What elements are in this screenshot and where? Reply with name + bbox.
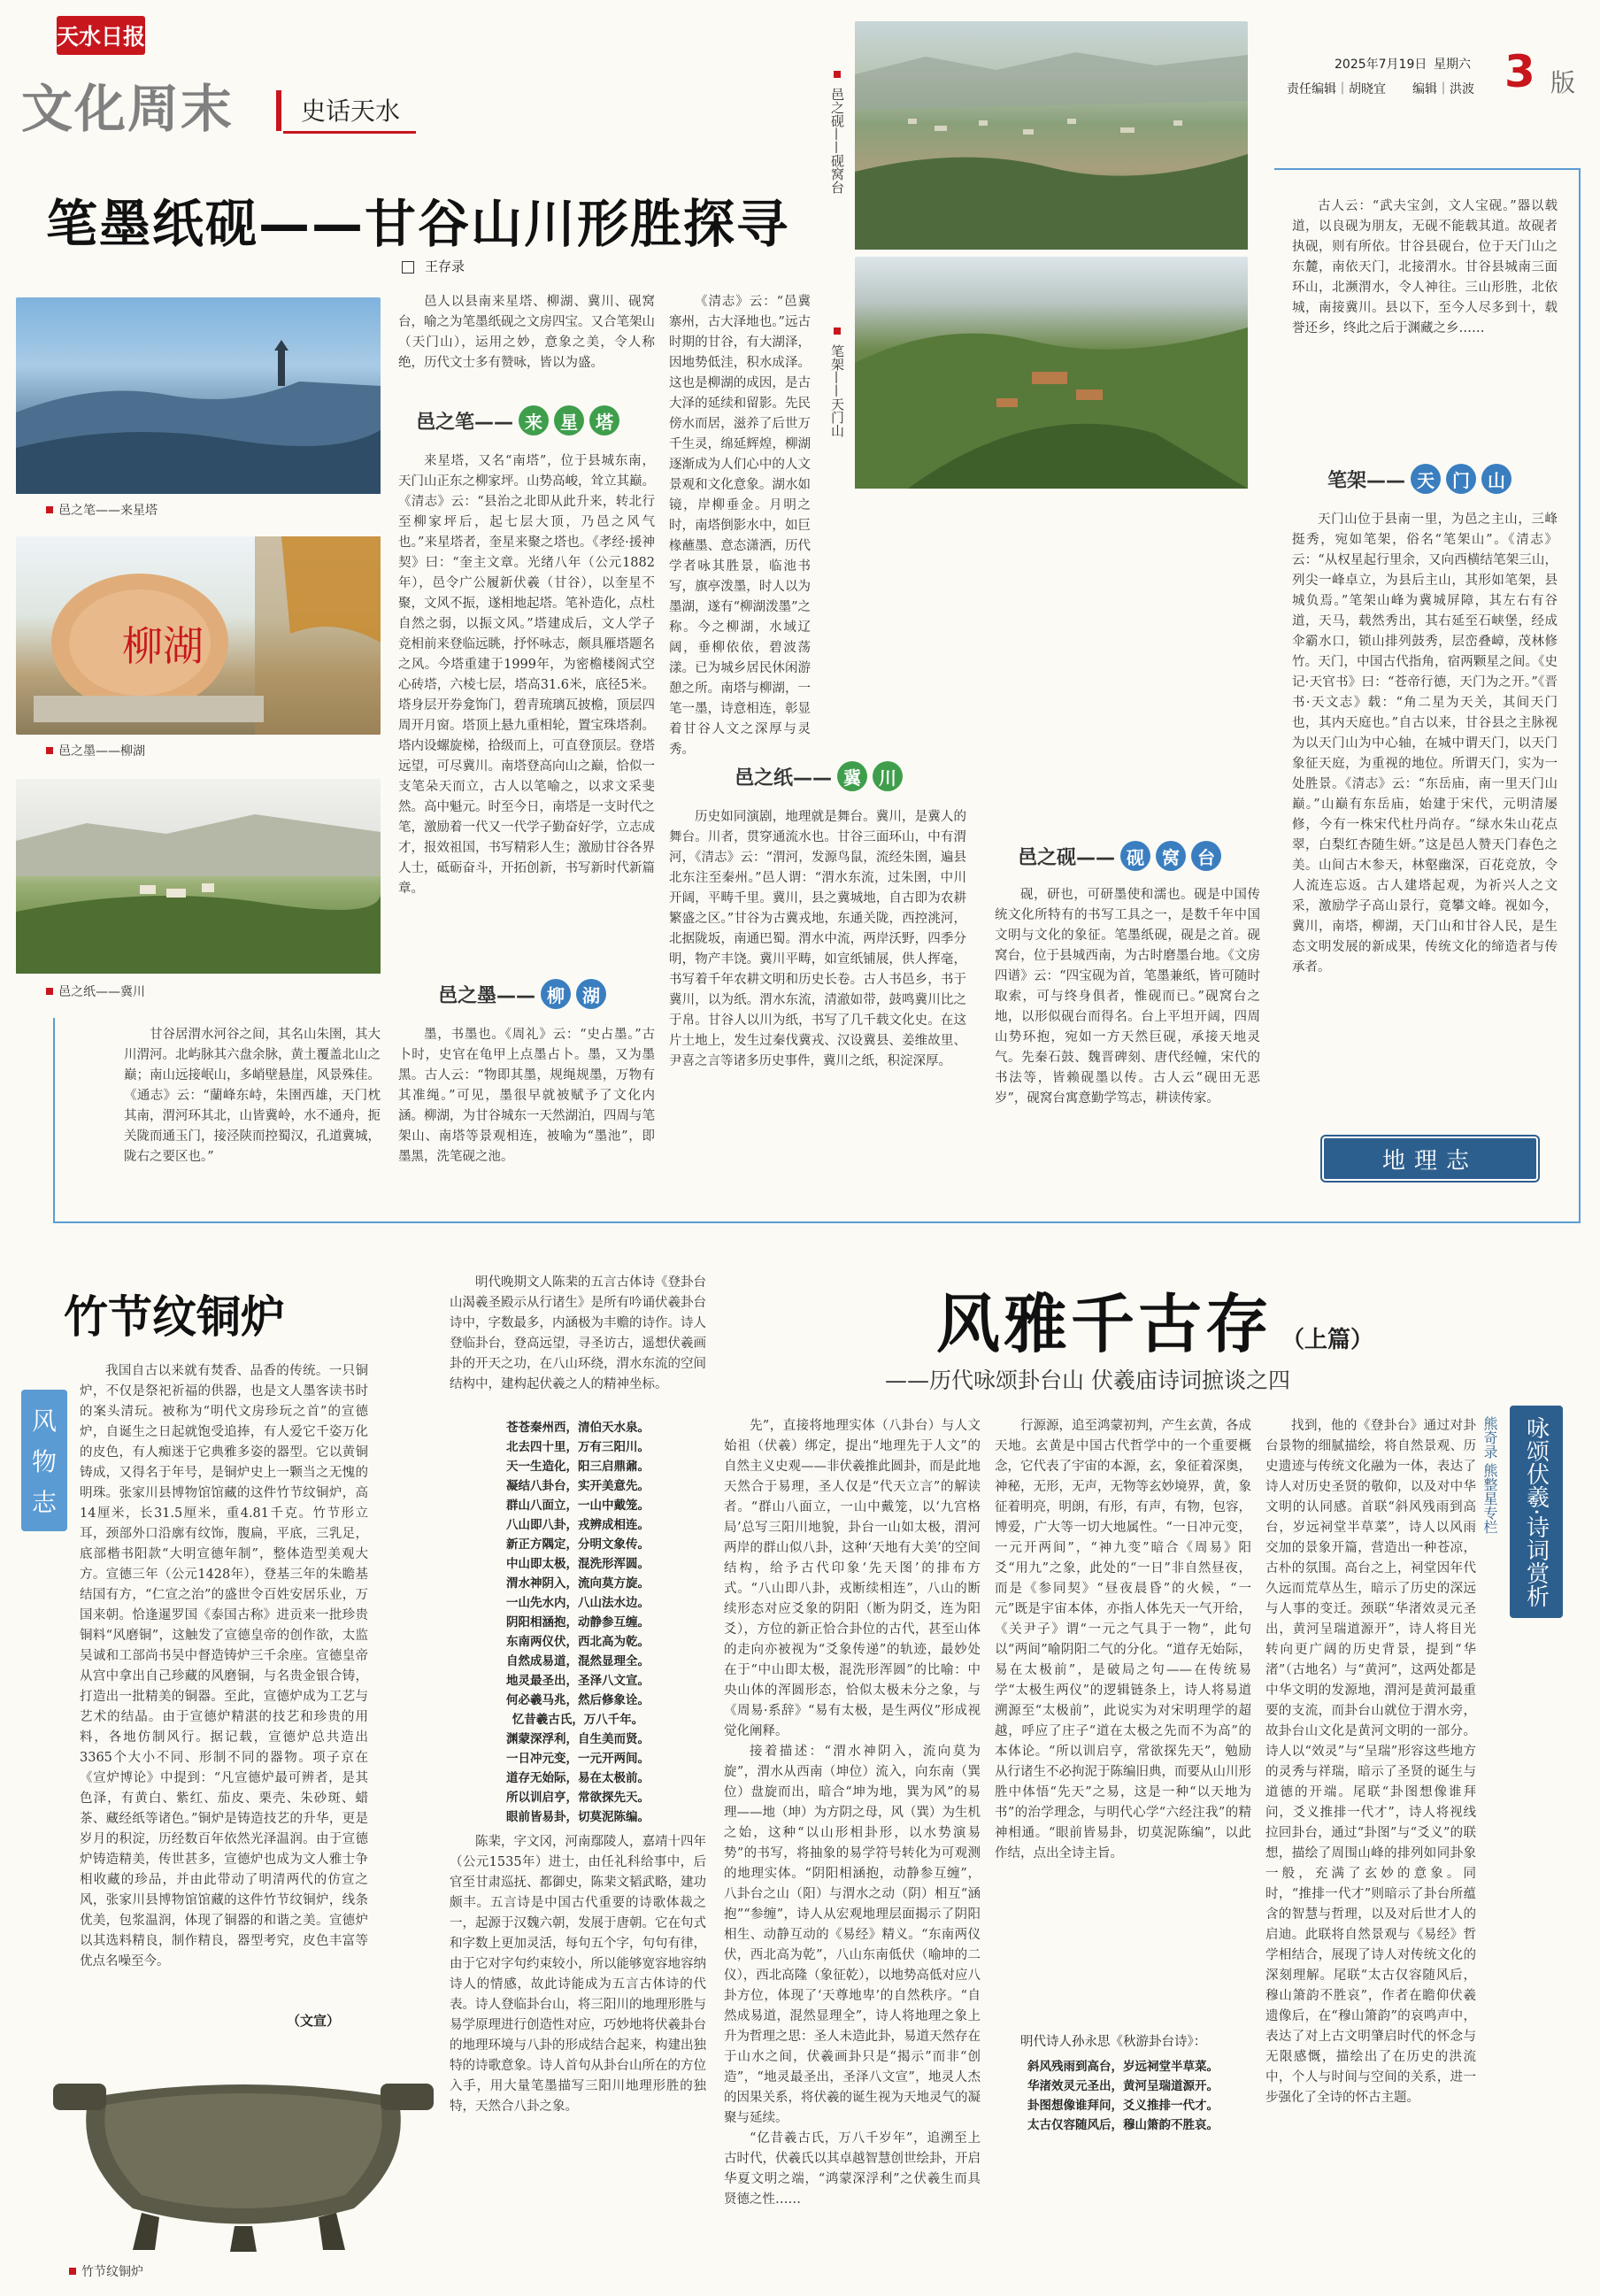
tag-char: 物 [31,1447,57,1476]
sec4-heading [1018,841,1221,871]
sec1-char: 星 [554,405,584,435]
sec5-char: 山 [1481,464,1512,494]
article1-frame-left [53,1018,55,1223]
intro-column [398,292,655,398]
article1-frame-bottom [53,1221,1581,1223]
dilizhi-text: 地理志 [1381,1147,1478,1175]
analysis-col-1 [724,1416,981,2285]
poem-line: 渭水神阴入，流向莫方旋。 [506,1576,650,1591]
poem-line: 北去四十里，万有三阳川。 [506,1440,650,1454]
section-title: 文化周末 [21,79,235,139]
sec5-heading [1327,464,1512,494]
sec2-column [398,1025,655,1191]
analysis-paragraph-1: 先”，直接将地理实体（八卦台）与人文始祖（伏羲）绑定，提出“地理先于人文”的自然主义史观——非伏羲推此圆卦，而是此地天然合于易理，圣人仅是“代天立言”的解读者。“群山八面立，一山中戴笼，以‘九宫格局’总写三阳川地貌，卦台一山如太极，渭河两岸的群山似八卦，这种‘天地有大美’的空间结构，给予古代印象‘先天图’的排布方式。“八山即八卦，戎断续相连”，八山的断续形态对应爻象的阴阳（断为阴爻，连为阳爻），方位的新正恰合卦位的古代，甚至山体的走向亦被视为“爻象传递”的轨迹，最妙处在于“中山即太极，混洗形浑圆”的比喻：中央山体的浑圆形态，恰似太极未分之象，与《周易·系辞》“易有太极，是生两仪”形成视觉化阐释。 [724,1419,981,1738]
caption-marker [46,506,53,513]
caption-liuhu [46,742,145,759]
poem-line: 地灵最圣出，圣泽八文宣。 [506,1674,650,1688]
fengya-title [936,1273,1373,1365]
svg-text:柳湖: 柳湖 [122,622,204,670]
poem-line: 一山先水内，八山法水边。 [506,1596,650,1610]
poem-line: 自然成易道，混然显理全。 [506,1654,650,1668]
author-box [402,261,414,274]
sec1-label: 邑之笔—— [416,411,514,434]
sec5-label: 笔架—— [1327,469,1406,492]
poem2-line: 太古仅容随风后，穆山箫韵不胜哀。 [1027,2118,1219,2132]
article1-author: 王存录 [425,258,465,274]
editor-credit: 责任编辑｜胡晓宜 [1287,82,1386,96]
poem-line: 忆昔羲古氏，万八千年。 [512,1713,644,1727]
analysis-paragraph-5: “亿昔羲古氏，万八千岁年”，追溯至上古时代，伏羲氏以其卓越智慧创世绘卦，开启华夏文明之端，“鸿蒙深浮利”之伏羲生而具贤德之性…… [724,2131,981,2207]
sec4-column [995,885,1260,1191]
page-number: 3 [1504,46,1535,97]
sec2-paragraph: 墨，书墨也。《周礼》云：“史占墨。”古卜时，史官在龟甲上点墨占卜。墨，又为墨黑。古人云：“物即其墨，规绳规墨，万物有其准绳。”可见，墨很早就被赋予了文化内涵。柳湖，为甘谷城东一天然湖泊，四周与笔架山、南塔等景观相连，被喻为“墨池”，即墨黑，洗笔砚之池。 [398,1028,655,1164]
poem-analysis: 陈棐，字文冈，河南鄢陵人，嘉靖十四年（公元1535年）进士，由任礼科给事中，后官至甘肃巡抚、都御史，陈棐文韬武略，建功颇丰。五言诗是中国古代重要的诗歌体裁之一，起源于汉魏六朝，发展于唐朝。它在句式和字数上更加灵活，每句五个字，句句有律，由于它对字句约束较小，所以能够宽容地容纳诗人的情感，故此诗能成为五言古体诗的代表。诗人登临卦台山，将三阳川的地理形胜与易学原理进行创造性对应，巧妙地将伏羲卦台的地理环境与八卦的形成结合起来，构建出独特的诗歌意象。诗人首句从卦台山所在的方位入手，用大量笔墨描写三阳川地理形胜的独特，天然合八卦之象。 [450,1835,706,2114]
paper-logo [57,16,145,55]
fengya-title-main: 风雅千古存 [936,1287,1273,1361]
yongsong-authors: 熊奇录 熊整星专栏 [1481,1416,1498,1535]
fengya-subtitle: ——历代咏颂卦台山 伏羲庙诗词摭谈之四 [885,1368,1290,1393]
poem2-line: 卦图想像谁拜问，爻义推排一代才。 [1027,2099,1219,2113]
tongl-column [80,1361,368,2016]
poem2-line: 华渚效灵元圣出，黄河呈瑞道源开。 [1027,2079,1219,2093]
editor2-credit: 编辑｜洪波 [1412,82,1474,96]
side-caption-bottom [828,327,847,437]
poem-intro: 明代晚期文人陈棐的五言古体诗《登卦台山渴羲圣殿示从行诸生》是所有吟诵伏羲卦台诗中，字数最多，内涵极为丰赡的诗作。诗人登临卦台，登高远望，寻圣访古，遥想伏羲画卦的开天之功，在八山环绕，渭水东流的空间结构中，建构起伏羲之人的精神坐标。 [450,1275,706,1391]
sec3-label: 邑之纸—— [735,767,833,790]
sec2-char: 柳 [541,979,571,1009]
caption-text: 邑之纸——冀川 [58,985,145,999]
sec4-char: 台 [1191,841,1221,871]
analysis-col-2 [995,1416,1251,2027]
sec5-char: 门 [1446,464,1476,494]
intro-paragraph: 邑人以县南来星塔、柳湖、冀川、砚窝台，喻之为笔墨纸砚之文房四宝。又合笔架山（天门山），运用之妙，意象之美，令人称绝，历代文士多有赞咏，皆以为盛。 [398,295,655,370]
poem-line: 阴阳相涵抱，动静参互缠。 [506,1615,650,1630]
tag-char: 志 [31,1488,57,1517]
censer-image [35,2062,451,2257]
caption-square-2 [834,327,841,335]
yongsong-tag [1510,1406,1563,1618]
page-unit: 版 [1550,68,1576,97]
bottom-left-paragraph: 甘谷居渭水河谷之间，其名山朱圉，其大川渭河。北屿脉其六盘余脉，黄土覆盖北山之巅；南山远接岷山，多峭壁悬崖，风景殊佳。《通志》云：“蘭峰东峙，朱圉西雄，天门枕其南，渭河环其北，山皆冀岭，水不通舟，扼关陇而通玉门，接泾陕而控蜀汉，孔道冀城，陇右之要区也。” [124,1028,381,1164]
paper-name: 天水日报 [57,24,146,50]
sec1-heading [416,405,619,435]
sec4-paragraph: 砚，研也，可研墨使和濡也。砚是中国传统文化所特有的书写工具之一，是数千年中国文明与文化的象征。笔墨纸砚，砚是之首。砚窝台，位于县城西南，为古时磨墨台地。《文房四谱》云：“四宝砚为首，笔墨兼纸，皆可随时取索，可与终身俱者，惟砚而已。”砚窝台之地，以形似砚台而得名。台上平坦开阔，四周山势环抱，宛如一方天然巨砚，承接天地灵气。先秦石鼓、魏晋碑刻、唐代经幢，宋代的书法等，皆赖砚墨以传。古人云“砚田无恶岁”，砚窝台寓意勤学笃志，耕读传家。 [995,888,1260,1106]
sec2-label: 邑之墨—— [438,984,536,1007]
poem-intro-column [450,1273,706,1418]
sec3-char: 川 [873,761,903,791]
caption-censer [69,2262,143,2280]
chen-fei-poem [450,1418,706,1827]
weekday: 星期六 [1434,58,1471,72]
photo-jichuan [16,779,381,974]
yongsong-tag-text: 咏颂伏羲·诗词赏析 [1522,1415,1550,1608]
poem-line: 何必羲马兆，然后修象诠。 [506,1693,650,1707]
fengwuzhi-tag [21,1390,67,1531]
sec3-column [669,807,966,1191]
masthead [0,0,1600,150]
caption-text: 邑之笔——来星塔 [58,504,158,518]
caption-jichuan [46,982,145,1000]
side-caption-top-text: 邑之砚——砚窝台 [829,87,845,194]
caption-text: 邑之墨——柳湖 [58,744,145,759]
photo-laixingta [16,297,381,494]
analysis-paragraph-3: 行源源，追至鸿蒙初判，产生玄黄，各成天地。玄黄是中国古代哲学中的一个重要概念，它代表了宇宙的本源，玄，象征着深奥，神秘，无形，无声，无物等玄妙境界，黄，象征着明亮，明朗，有形，有声，有物，包容，博爱，广大等一切大地属性。“一日冲元变，一元开两间”，“神九变”暗合《周易》阳爻“用九”之象，此处的“一日”非自然昼夜，而是《参同契》“昼夜晨昏”的火候，“一元”既是宇宙本体，亦指人体先天一气开给，《关尹子》谓“一元之气具于一物”，此句以“两间”喻阴阳二气的分化。“道存无始际，易在太极前”，是破局之句——在传统易学“太极生两仪”的逻辑链条上，诗人将易道溯源至“太极前”，此说实为对宋明理学的超越，呼应了庄子“道在太极之先而不为高”的本体论。“所以训启亨，常欲探先天”，勉励从行诸生不必拘泥于陈编旧典，而要从山川形胜中体悟“先天”之易，这是一种“以天地为书”的治学理念，与明代心学“六经注我”的精神相通。“眼前皆易卦，切莫泥陈编”，以此作结，点出全诗主旨。 [995,1419,1251,1861]
poem-line: 群山八面立，一山中戴笼。 [506,1499,650,1513]
masthead-rule [283,131,416,134]
sec2-char: 湖 [576,979,606,1009]
sec1-column [398,451,655,965]
section-divider [276,90,281,131]
caption-marker [69,2268,76,2275]
sec1-char: 塔 [589,405,619,435]
tongl-author: （文宣） [287,2013,341,2029]
sec5-char: 天 [1411,464,1441,494]
side-caption-bottom-text: 笔架——天门山 [829,343,845,437]
poem-line: 苍苍秦州西，清伯天水泉。 [506,1421,650,1435]
date: 2025年7月19日 [1335,58,1427,72]
sec5b-column [1292,510,1558,1121]
sec1-paragraph: 来星塔，又名“南塔”，位于县城东南，天门山正东之柳家坪。山势高峻，耸立其巅。《清志》云：“县治之北即从此升来，转北行至柳家坪后，起七层大顶，乃邑之风气也。”来星塔者，奎星来聚之塔也。《孝经·援神契》曰：“奎主文章。光绪八年（公元1882年），邑令广公履新伏羲（甘谷），以奎星不聚，文风不振，遂相地起塔。笔补造化，点杜自然之弱，以振文风。”塔建成后，文人学子竞相前来登临远眺，抒怀咏志，颇具雁塔题名之风。今塔重建于1999年，为密檐楼阁式空心砖塔，六棱七层，塔高31.6米，底径5米。塔身层开券龛饰门，碧青琉璃瓦披檐，顶层四周开月窗。塔顶上悬九重相轮，置宝珠塔刹。塔内设螺旋梯，拾级而上，可直登顶层。登塔远望，可尽冀川。南塔登高向山之巅，恰似一支笔朵天而立，古人以笔喻之，以求文采斐然。高中魁元。时至今日，南塔是一支时代之笔，激励着一代又一代学子勤奋好学，立志成才，报效祖国，书写精彩人生；激励甘谷各界人士，砥砺奋斗，开拓创新，书写新时代新篇章。 [398,454,655,896]
analysis-paragraph-4: 找到，他的《登卦台》通过对卦台景物的细腻描绘，将自然景观、历史遗迹与传统文化融为一体，表达了诗人对历史圣贤的敬仰，以及对中华文明的认同感。首联“斜风残雨到高台，岁远祠堂半草菜”，诗人以风雨交加的景象开篇，营造出一种苍凉，古朴的氛围。高台之上，祠堂因年代久远而荒草丛生，暗示了历史的深远与人事的变迁。颈联“华渚效灵元圣出，黄河呈瑞道源开”，诗人将目光转向更广阔的历史背景，提到“华渚”（古地名）与“黄河”，这两处都是中华文明的发源地，渭河是黄河最重要的支流，而卦台山就位于渭水旁，故卦台山文化是黄河文明的一部分。诗人以“效灵”与“呈瑞”形容这些地方的灵秀与祥瑞，暗示了圣贤的诞生与道德的开端。尾联“卦图想像谁拜问，爻义推排一代才”，诗人将视线拉回卦台，通过“卦图”与“爻义”的联想，描绘了周围山峰的排列如同卦象一般，充满了玄妙的意象。同时，“推排一代才”则暗示了卦台所蕴含的智慧与哲理，以及对后世才人的启迪。此联将自然景观与《易经》哲学相结合，展现了诗人对传统文化的深刻理解。尾联“太古仅容随风后，穆山箫韵不胜哀”，作者在瞻仰伏羲遗像后，在“穆山箫韵”的哀鸣声中，表达了对上古文明肇启时代的怀念与无限感慨，描绘出了在历史的洪流中，个人与时间与空间的关系，进一步强化了全诗的怀古主题。 [1265,1419,1476,2105]
poem-line: 八山即八卦，戎辨成相连。 [506,1518,650,1532]
sec2b-column-wide [669,512,966,759]
sec5a-paragraph: 古人云：“武夫宝剑，文人宝砚。”器以载道，以良砚为朋友，无砚不能载其道。故砚者执砚，则有所依。甘谷县砚台，位于天门山之东麓，南依天门，北接渭水。甘谷县城南三面环山，北濒渭水，令人神往。三山形胜，北依城，南接冀川。县以下，至今人尽多到十，载誉还乡，终此之后于渊藏之乡…… [1292,199,1558,335]
fengya-title-suffix: （上篇） [1281,1327,1374,1353]
poem-analysis-column [450,1832,706,2284]
caption-marker [46,988,53,995]
sec2b-column [669,292,811,757]
sec3-heading [735,761,903,791]
caption-text: 竹节纹铜炉 [81,2265,143,2279]
sec2b-paragraph: 《清志》云：“邑冀寨州，古大泽地也。”远古时期的甘谷，有大湖泽，因地势低洼，积水成泽。这也是柳湖的成因，是古大泽的延续和留影。先民傍水而居，滋养了后世万千生灵，绵延辉煌，柳湖逐渐成为人们心中的人文景观和文化意象。湖水如镜，岸柳垂金。月明之时，南塔倒影水中，如巨椽蘸墨、意态潇洒，历代学者咏其胜景，临池书写，旗亭泼墨，时人以为墨湖，遂有“柳湖泼墨”之称。今之柳湖，水域辽阔，垂柳依依，碧波荡漾。已为城乡居民休闲游憩之所。南塔与柳湖，一笔一墨，诗意相连，彰显着甘谷人文之深厚与灵秀。 [669,295,811,757]
side-caption-top [828,71,847,194]
poem-line: 所以训启亨，常欲探先天。 [506,1791,650,1805]
photo-tianmenshan [855,257,1248,489]
poem2-line: 斜风残雨到高台，岁远祠堂半草菜。 [1027,2060,1219,2074]
sec4-char: 窝 [1156,841,1186,871]
sec5a-column [1292,196,1558,462]
analysis-paragraph-2: 接着描述：“渭水神阴入，流向莫为旋”，渭水从西南（坤位）流入，向东南（巽位）盘旋而出，暗合“坤为地，巽为风”的易理——地（坤）为方阴之母，风（巽）为生机之始，这种“以山形相卦形，以水势演易势”的书写，将抽象的易学符号转化为可观测的地理实体。“阴阳相涵抱，动静参互缠”，八卦台之山（阳）与渭水之动（阴）相互“涵抱”“参缠”，诗人从宏观地理层面揭示了阴阳相生、动静互动的《易经》精义。“东南两仪伏，西北高为乾”，八山东南低伏（喻坤的二仪），西北高隆（象征乾），以地势高低对应八卦方位，体现了‘天尊地卑’的自然秩序。“自然成易道，混然显理全”，诗人将地理之象上升为哲理之思：圣人未造此卦，易道天然存在于山水之间，伏羲画卦只是“揭示”而非“创造”，“地灵最圣出，圣泽八文宣”，地灵人杰的因果关系，将伏羲的诞生视为天地灵气的凝聚与延续。 [724,1745,981,2125]
tag-char: 风 [31,1406,57,1436]
poem-line: 中山即太极，混洗形浑圆。 [506,1557,650,1571]
sun-poem [995,2057,1251,2135]
sec3b-column [995,512,1260,813]
column-name: 史话天水 [301,96,401,126]
caption-marker [46,747,53,754]
tongl-paragraph: 我国自古以来就有焚香、品香的传统。一只铜炉，不仅是祭祀祈福的供器，也是文人墨客读书时的案头清玩。被称为“明代文房珍玩之首”的宣德炉，自诞生之日起就饱受追捧，有人爱它千姿万化的皮色，有人痴迷于它典雅多姿的器型。它以黄铜铸成，又得名于年号，是铜炉史上一颗当之无愧的明珠。张家川县博物馆馆藏的这件竹节纹铜炉，高14厘米，长31.5厘米，重4.81千克。竹节形立耳，颈部外口沿廓有纹饰，腹扁，平底，三乳足，底部楷书阳款“大明宣德年制”，整体造型美观大方。宣德三年（公元1428年），登基三年的朱瞻基结国有方，“仁宣之治”的盛世令百姓安居乐业，万国来朝。恰逢暹罗国《泰国古称》进贡来一批珍贵铜料“风磨铜”，这触发了宣德皇帝的创作欲，太监吴诚和工部尚书吴中督造铸炉三千余座。宣德皇帝从宫中拿出自己珍藏的风磨铜，与名贵金银合铸，打造出一批精美的铜器。至此，宣德炉成为工艺与艺术的结晶。由于宣德炉精湛的技艺和珍贵的用料，各地仿制风行。据记载，宣德炉总共造出3365个大小不同、形制不同的器物。项子京在《宣炉博论》中提到：“凡宣德炉最可辨者，是其色泽，有黄白、紫红、茄皮、栗壳、朱砂斑、蜡茶、藏经纸等诸色。”铜炉是铸造技艺的升华，更是岁月的积淀，历经数百年依然光泽温润。由于宣德炉铸造精美，传世甚多，宣德炉也成为文人雅士争相收藏的珍品，并由此带动了明清两代的仿宣之风，张家川县博物馆馆藏的这件竹节纹铜炉，线条优美，包浆温润，体现了铜器的和谐之美。宣德炉以其选料精良，制作精良，器型考究，皮色丰富等优点名噪至今。 [80,1364,368,1969]
sec5b-paragraph: 天门山位于县南一里，为邑之主山，三峰挺秀，宛如笔架，俗名“笔架山”。《清志》云：“从权星起行里余，又向西横结笔架三山，列尖一峰卓立，为县后主山，其形如笔架，县城负焉。”笔架山峰为冀城屏障，其左右有谷道，天马，载然秀出，其右延至石峡堡，经成伞霸水口，锁山排列鼓秀，层峦叠嶂，茂林修竹。天门，中国古代指角，宿两颗星之间。《史记·天官书》曰：“苍帝行德，天门为之开。”《晋书·天文志》载：“角二星为天关，其间天门也，其内天庭也。”自古以来，甘谷县之主脉视为以天门山为中心轴，在城中谓天门，以天门象征天庭，为重视的地位。所谓天门，实为一处胜景。《清志》云：“东岳庙，南一里天门山巅。”山巅有东岳庙，始建于宋代，元明清屡修，今有一株宋代杜丹尚存。“绿水朱山花点翠，白梨红杏随生妍。”这是邑人赞天门春色之美。山间古木参天，林壑幽深，百花竞放，令人流连忘返。古人建塔起观，为祈兴人之文采，激励学子高山景行，竟攀文峰。视如今，冀川，南塔，柳湖，天门山和甘谷人民，是生态文明发展的新成果，传统文化的缔造者与传承者。 [1292,512,1558,975]
sec4-char: 砚 [1120,841,1150,871]
article1-frame-right [1579,168,1581,1223]
tongl-title: 竹节纹铜炉 [64,1291,285,1343]
photo-yanwotai [855,21,1248,250]
analysis-col-3 [1265,1416,1476,2284]
sec4-label: 邑之砚—— [1018,846,1116,869]
poem-line: 道存无始际，易在太极前。 [506,1771,650,1785]
poem-line: 新正方隅定，分明文象传。 [506,1537,650,1552]
photo-liuhu [16,536,381,735]
poem-line: 渊蒙深浮利，自生美而贤。 [506,1732,650,1746]
caption-laixingta [46,501,158,519]
sec3-paragraph: 历史如同演剧，地理就是舞台。冀川，是冀人的舞台。川者，贯穿通流水也。甘谷三面环山，中有渭河，《清志》云：“渭河，发源鸟鼠，流经朱圉，遍县北东注至秦州。”邑人谓：“渭水东流，过朱圉，中川开阔，平畴千里。冀川，县之冀城地，自古即为农耕繁盛之区。”甘谷为古冀戎地，东通关陇，西控洮河，北据陇坂，南通巴蜀。渭水中流，两岸沃野，四季分明，物产丰饶。冀川平畴，如宣纸铺展，供人挥毫，书写着千年农耕文明和历史长卷。古人书邑乡，书于冀川，以为纸。渭水东流，清澈如带，鼓鸣冀川比之于帛。甘谷人以川为纸，书写了几千载文化史。在这片土地上，发生过秦伐冀戎、汉设冀县、姜维故里、尹喜之言等诸多历史事件，冀川之纸，积淀深厚。 [669,810,966,1068]
poem2-intro: 明代诗人孙永思《秋游卦台诗》： [1020,2035,1207,2049]
poem-line: 眼前皆易卦，切莫泥陈编。 [506,1810,650,1824]
sec1-char: 来 [519,405,549,435]
poem-line: 东南两仪伏，西北高为乾。 [506,1635,650,1649]
caption-square [834,71,841,78]
poem-line: 一日冲元变，一元开两间。 [506,1752,650,1766]
sec3-char: 冀 [837,761,867,791]
dilizhi-ribbon [1322,1136,1538,1181]
poem-line: 天一生造化，阳三启鼎鼐。 [506,1460,650,1474]
poem-line: 凝结八卦台，实开美意先。 [506,1479,650,1493]
article1-frame-top [1274,168,1581,170]
sec2-heading [438,979,606,1009]
article1-title: 笔墨纸砚——甘谷山川形胜探寻 [46,194,790,254]
bottom-left-column [124,1025,381,1193]
